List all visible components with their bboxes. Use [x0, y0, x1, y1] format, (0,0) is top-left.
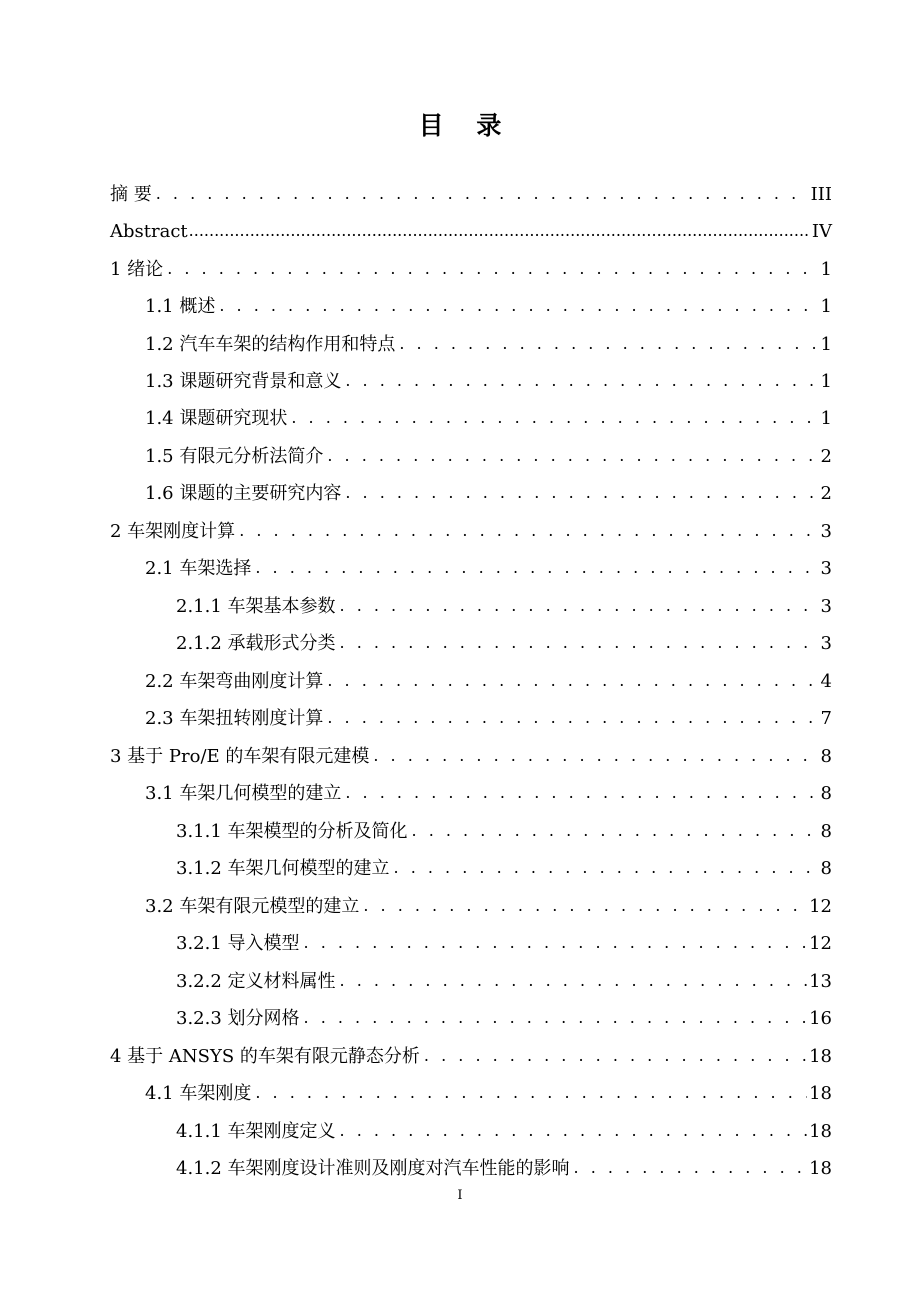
- toc-entry[interactable]: [145, 326, 832, 356]
- toc-entry-label: 4 基于 ANSYS 的车架有限元静态分析: [110, 1046, 420, 1067]
- toc-entry[interactable]: [110, 176, 832, 206]
- toc-entry-label: 4.1.2 车架刚度设计准则及刚度对汽车性能的影响: [176, 1158, 570, 1179]
- toc-entry[interactable]: [145, 775, 832, 805]
- toc-entry[interactable]: [145, 1075, 832, 1105]
- toc-entry-page: 3: [820, 633, 832, 654]
- toc-entry-page: 8: [820, 783, 832, 804]
- leader-dots: [239, 523, 818, 539]
- toc-entry-label: 3.2.2 定义材料属性: [176, 971, 336, 992]
- toc-entry[interactable]: [145, 550, 832, 580]
- toc-entry[interactable]: [110, 251, 832, 281]
- toc-entry-page: 3: [820, 558, 832, 579]
- toc-entry-page: 2: [820, 446, 832, 467]
- leader-dots: [345, 373, 818, 389]
- toc-entry-label: 3 基于 Pro/E 的车架有限元建模: [110, 746, 370, 767]
- toc-entry[interactable]: [176, 1000, 832, 1030]
- leader-dots: [345, 785, 818, 801]
- leader-dots: [291, 410, 818, 426]
- toc-entry-page: 4: [820, 671, 832, 692]
- toc-entry-page: 1: [820, 408, 832, 429]
- toc-entry-page: 18: [809, 1158, 832, 1179]
- leader-dots: [340, 635, 819, 651]
- toc-entry-label: 3.1.1 车架模型的分析及简化: [176, 821, 408, 842]
- toc-entry[interactable]: [110, 513, 832, 543]
- toc-entry-page: 3: [820, 596, 832, 617]
- toc-entry[interactable]: [110, 1038, 832, 1068]
- leader-dots: [327, 673, 818, 689]
- toc-entry[interactable]: [110, 213, 832, 243]
- toc-entry-page: 12: [809, 896, 832, 917]
- toc-entry-label: 4.1.1 车架刚度定义: [176, 1121, 336, 1142]
- leader-dots: [363, 898, 807, 914]
- toc-entry[interactable]: [145, 363, 832, 393]
- toc-entry-label: 1.3 课题研究背景和意义: [145, 371, 342, 392]
- toc-entry-page: 1: [820, 296, 832, 317]
- toc-entry[interactable]: [145, 438, 832, 468]
- leader-dots: [424, 1048, 807, 1064]
- page-number-footer: I: [457, 1188, 463, 1203]
- toc-entry-label: 2.1.1 车架基本参数: [176, 596, 336, 617]
- toc-entry-page: 7: [820, 708, 832, 729]
- toc-entry-label: 1.2 汽车车架的结构作用和特点: [145, 334, 396, 355]
- toc-entry-page: 18: [809, 1121, 832, 1142]
- toc-entry[interactable]: [176, 963, 832, 993]
- leader-dots: [327, 710, 818, 726]
- toc-entry-label: 2.2 车架弯曲刚度计算: [145, 671, 324, 692]
- toc-entry-label: 1.1 概述: [145, 296, 216, 317]
- toc-entry-label: 4.1 车架刚度: [145, 1083, 252, 1104]
- toc-entry-page: 1: [820, 334, 832, 355]
- toc-entry[interactable]: [110, 738, 832, 768]
- leader-dots: [327, 448, 818, 464]
- toc-entry-page: 12: [809, 933, 832, 954]
- toc-entry-page: 18: [809, 1083, 832, 1104]
- leader-dots: [304, 935, 808, 951]
- leader-dots: [574, 1160, 808, 1176]
- leader-dots: [219, 298, 818, 314]
- leader-dots: [304, 1010, 808, 1026]
- toc-entry[interactable]: [176, 850, 832, 880]
- toc-entry-label: 1.4 课题研究现状: [145, 408, 288, 429]
- toc-entry[interactable]: [145, 475, 832, 505]
- leader-dots: [373, 748, 818, 764]
- toc-entry[interactable]: [176, 625, 832, 655]
- toc-entry-page: 8: [820, 746, 832, 767]
- leader-dots: [167, 261, 818, 277]
- toc-title: 目 录: [418, 111, 514, 140]
- toc-entry[interactable]: [176, 813, 832, 843]
- toc-entry-label: 2 车架刚度计算: [110, 521, 236, 542]
- toc-entry-label: 3.2 车架有限元模型的建立: [145, 896, 360, 917]
- toc-entry-label: 1 绪论: [110, 259, 164, 280]
- toc-entry-page: 16: [809, 1008, 832, 1029]
- leader-dots: [412, 823, 819, 839]
- toc-entry[interactable]: [176, 588, 832, 618]
- toc-entry-page: 1: [820, 259, 832, 280]
- leader-dots: [345, 485, 818, 501]
- toc-entry-label: 2.3 车架扭转刚度计算: [145, 708, 324, 729]
- toc-entry-label: Abstract: [110, 221, 188, 242]
- toc-entry[interactable]: [145, 700, 832, 730]
- toc-entry-label: 摘 要: [110, 184, 152, 205]
- toc-entry[interactable]: [176, 1113, 832, 1143]
- toc-entry[interactable]: [176, 925, 832, 955]
- toc-entry-page: 8: [820, 858, 832, 879]
- toc-entry-label: 2.1.2 承载形式分类: [176, 633, 336, 654]
- toc-entry-page: III: [810, 184, 832, 205]
- toc-entry[interactable]: [145, 288, 832, 318]
- leader-dots: [399, 336, 818, 352]
- toc-entry-label: 3.2.1 导入模型: [176, 933, 300, 954]
- toc-entry-page: 8: [820, 821, 832, 842]
- toc-entry-label: 2.1 车架选择: [145, 558, 252, 579]
- leader-dots: [340, 598, 819, 614]
- toc-entry-page: 13: [809, 971, 832, 992]
- leader-dots: [394, 860, 819, 876]
- toc-entry-page: 1: [820, 371, 832, 392]
- toc-entry-page: 3: [820, 521, 832, 542]
- leader-dots: [255, 1085, 807, 1101]
- toc-entry-label: 3.2.3 划分网格: [176, 1008, 300, 1029]
- leader-dots: [156, 186, 809, 202]
- leader-dots: [189, 223, 810, 239]
- toc-entry-label: 3.1 车架几何模型的建立: [145, 783, 342, 804]
- leader-dots: [255, 560, 818, 576]
- toc-entry-page: 2: [820, 483, 832, 504]
- toc-entry-page: IV: [811, 221, 832, 242]
- toc-entry-page: 18: [809, 1046, 832, 1067]
- leader-dots: [340, 973, 808, 989]
- toc-entry-label: 3.1.2 车架几何模型的建立: [176, 858, 390, 879]
- toc-entry-label: 1.5 有限元分析法简介: [145, 446, 324, 467]
- toc-entry[interactable]: [176, 1150, 832, 1180]
- toc-entry[interactable]: [145, 400, 832, 430]
- toc-entry[interactable]: [145, 663, 832, 693]
- leader-dots: [340, 1123, 808, 1139]
- toc-entry[interactable]: [145, 888, 832, 918]
- toc-entry-label: 1.6 课题的主要研究内容: [145, 483, 342, 504]
